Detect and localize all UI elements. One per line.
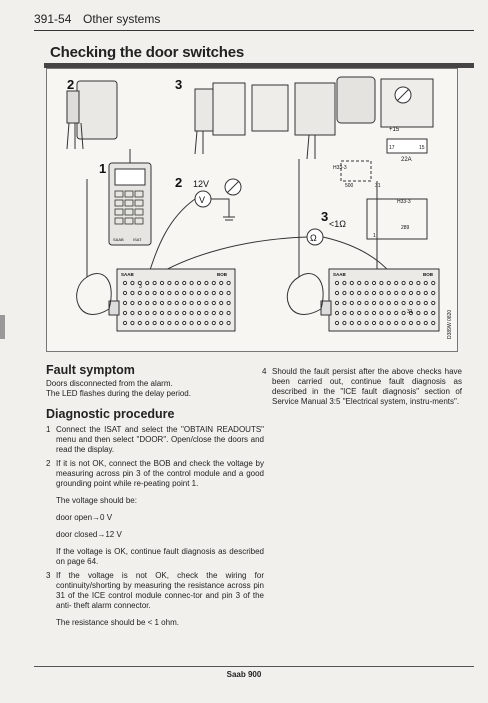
bob-pin [402, 301, 405, 304]
footer-rule [34, 666, 474, 667]
bob-pin [175, 291, 178, 294]
bob-pin [153, 291, 156, 294]
bob-pin [190, 281, 193, 284]
ground-symbol [211, 199, 235, 220]
bob-pin [335, 301, 338, 304]
relay-label: 22A [401, 157, 412, 163]
bob-pin [387, 311, 390, 314]
isat-brand: SAAB [113, 237, 124, 242]
section-title: Other systems [83, 12, 161, 26]
step-number: 2 [46, 459, 51, 468]
ice-module-right [252, 77, 375, 159]
conn-h33-a: H33-3 [333, 165, 347, 171]
bob-pin [372, 301, 375, 304]
figure-code: D389W 0820 [447, 309, 453, 339]
isat-tester [109, 149, 151, 245]
bob-pin [146, 281, 149, 284]
bob-pin [153, 321, 156, 324]
bob-pin [175, 281, 178, 284]
bob-pin [168, 291, 171, 294]
bob-pin [380, 291, 383, 294]
bob-pin [227, 291, 230, 294]
bob-pin [335, 281, 338, 284]
bob-pin [227, 311, 230, 314]
conn-17: 17 [389, 145, 395, 151]
bob-pin [365, 321, 368, 324]
bob-brand-right: SAAB [333, 272, 346, 277]
bob-pin [365, 291, 368, 294]
pin-3-label: 3 [139, 284, 142, 290]
conn-1: 1 [373, 233, 376, 239]
bob-pin [350, 301, 353, 304]
bob-pin [387, 321, 390, 324]
bob-pin [350, 311, 353, 314]
bob-pin [343, 301, 346, 304]
bob-pin [395, 291, 398, 294]
bob-pin [205, 281, 208, 284]
bob-pin [432, 321, 435, 324]
bob-pin [372, 311, 375, 314]
voltage-should-be: The voltage should be: [56, 496, 137, 505]
bob-pin [197, 291, 200, 294]
step-4 [262, 367, 462, 407]
step-text: Should the fault persist after the above checks have been carried out, continue fault diagnosis as described in the "ICE fault diagnosis" section of Service Manual 3:5 "Electrical system, instru-ments". [272, 367, 462, 406]
bob-label-left: BOB [217, 272, 227, 277]
step-text: If it is not OK, connect the BOB and check the voltage by measuring across pin 3 of the control module and a good grounding point while re-peating point 1. [56, 459, 264, 488]
bob-pin [183, 321, 186, 324]
isat-model: ISAT [133, 237, 142, 242]
bob-pin [183, 311, 186, 314]
bob-pin [409, 291, 412, 294]
bob-brand-left: SAAB [121, 272, 134, 277]
bob-pin [212, 281, 215, 284]
bob-pin [350, 291, 353, 294]
bob-pin [220, 281, 223, 284]
bob-pin [146, 291, 149, 294]
bob-pin [197, 311, 200, 314]
control-module-left [67, 81, 117, 149]
pin-31-label: 31 [407, 309, 413, 315]
step-number: 3 [46, 571, 51, 580]
bob-pin [138, 321, 141, 324]
conn-289: 289 [401, 225, 410, 231]
bob-pin [365, 311, 368, 314]
wiring-diagram [47, 69, 457, 351]
bob-pin [432, 291, 435, 294]
bob-pin [343, 321, 346, 324]
bob-pin [212, 291, 215, 294]
bob-pin [409, 281, 412, 284]
step-text: Connect the ISAT and select the "OBTAIN READOUTS" menu and then select "DOOR". Open/close the doors and read the display. [56, 425, 264, 454]
bob-pin [160, 321, 163, 324]
bob-pin [424, 281, 427, 284]
bob-pin [220, 301, 223, 304]
bob-box-right [287, 159, 439, 331]
bob-pin [175, 301, 178, 304]
wiring-figure [46, 68, 458, 352]
door-open-value: door open→0 V [56, 513, 113, 522]
callout-3b: 3 [321, 209, 329, 224]
conn-h33-b: H33-3 [397, 199, 411, 205]
bob-pin [358, 321, 361, 324]
bob-pin [131, 291, 134, 294]
callout-2a: 2 [67, 77, 75, 92]
bob-pin [395, 281, 398, 284]
bob-pin [160, 291, 163, 294]
bob-pin [358, 291, 361, 294]
bob-pin [417, 281, 420, 284]
fuse-label: +15 [389, 127, 400, 133]
step-number: 4 [262, 367, 267, 376]
bob-pin [131, 301, 134, 304]
bob-cable-left [77, 274, 112, 315]
bob-pin [123, 311, 126, 314]
fault-symptom-line: Doors disconnected from the alarm. [46, 379, 173, 388]
callout-2b: 2 [175, 175, 183, 190]
bob-pin [197, 301, 200, 304]
right-column [262, 367, 462, 407]
bob-pin [153, 301, 156, 304]
fault-symptom-line: The LED flashes during the delay period. [46, 389, 191, 398]
bob-pin [424, 291, 427, 294]
bob-pin [358, 311, 361, 314]
bob-pin [123, 281, 126, 284]
bob-pin [409, 321, 412, 324]
page-title: Checking the door switches [50, 44, 245, 61]
left-column [46, 363, 267, 628]
bob-pin [160, 311, 163, 314]
bob-pin [183, 301, 186, 304]
probe-wire-left [149, 199, 195, 273]
bob-pin [335, 321, 338, 324]
bob-pin [146, 311, 149, 314]
callout-1: 1 [99, 161, 107, 176]
bob-pin [146, 321, 149, 324]
bob-pin [372, 291, 375, 294]
bob-pin [387, 291, 390, 294]
bob-pin [175, 321, 178, 324]
bob-pin [358, 281, 361, 284]
bob-pin [197, 281, 200, 284]
bob-pin [212, 301, 215, 304]
bob-pin [380, 311, 383, 314]
bob-pin [358, 301, 361, 304]
bob-pin [205, 301, 208, 304]
bob-pin [160, 301, 163, 304]
header-rule [34, 30, 474, 31]
step-1 [46, 425, 264, 455]
callout-3a: 3 [175, 77, 183, 92]
bob-pin [343, 311, 346, 314]
ohmmeter-symbol: Ω [310, 233, 317, 243]
alarm-connector-left [195, 83, 245, 154]
bob-pin [350, 281, 353, 284]
bob-pin [380, 301, 383, 304]
bob-pin [138, 311, 141, 314]
bob-pin [432, 281, 435, 284]
bob-pin [227, 281, 230, 284]
bob-pin [343, 281, 346, 284]
footer-text: Saab 900 [226, 670, 262, 679]
bob-pin [417, 291, 420, 294]
bob-pin [343, 291, 346, 294]
bob-pin [212, 321, 215, 324]
bob-pin [387, 281, 390, 284]
bob-pin [432, 301, 435, 304]
bob-pin [220, 321, 223, 324]
bob-pin [220, 291, 223, 294]
bob-pin [387, 301, 390, 304]
bob-pin [220, 311, 223, 314]
bob-label-right: BOB [423, 272, 433, 277]
bob-pin [417, 301, 420, 304]
resistance-label: <1Ω [329, 219, 346, 229]
bob-pin [335, 291, 338, 294]
bob-pin [160, 281, 163, 284]
diagnostic-procedure-heading: Diagnostic procedure [46, 407, 175, 421]
bob-pin [402, 291, 405, 294]
bob-pin [168, 281, 171, 284]
bob-pin [417, 321, 420, 324]
bob-pin [380, 281, 383, 284]
bob-pin [123, 321, 126, 324]
bob-pin [395, 301, 398, 304]
bob-pin [123, 291, 126, 294]
step-2 [46, 459, 264, 489]
bob-pin [380, 321, 383, 324]
voltmeter-symbol: V [199, 195, 206, 205]
bob-pin [372, 281, 375, 284]
bob-pin [190, 321, 193, 324]
conn-500: 500 [345, 183, 354, 189]
bob-pin [395, 321, 398, 324]
bob-pin [424, 301, 427, 304]
bob-pin [227, 321, 230, 324]
bob-cable-right [287, 274, 323, 315]
binding-mark [0, 315, 5, 339]
bob-pin [205, 291, 208, 294]
bob-pin [424, 311, 427, 314]
bob-pin [197, 321, 200, 324]
bob-pin [146, 301, 149, 304]
bob-pin [175, 311, 178, 314]
conn-15: 15 [419, 145, 425, 151]
door-closed-value: door closed→12 V [56, 530, 122, 539]
step-3 [46, 571, 264, 611]
step-number: 1 [46, 425, 51, 434]
bob-pin [402, 281, 405, 284]
bob-pin [138, 291, 141, 294]
bob-pin [227, 301, 230, 304]
bob-pin [123, 301, 126, 304]
bob-pin [153, 311, 156, 314]
resistance-should-be: The resistance should be < 1 ohm. [56, 618, 179, 627]
page-header [34, 12, 474, 30]
bob-pin [212, 311, 215, 314]
bob-pin [417, 311, 420, 314]
bob-pin [138, 301, 141, 304]
bob-pin [131, 281, 134, 284]
bob-pin [190, 291, 193, 294]
bob-pin [183, 291, 186, 294]
bob-pin [409, 301, 412, 304]
bob-pin [205, 321, 208, 324]
bob-pin [168, 321, 171, 324]
if-voltage-ok: If the voltage is OK, continue fault diagnosis as described on page 64. [56, 547, 264, 566]
bob-pin [183, 281, 186, 284]
conn-31: 31 [375, 183, 381, 189]
bob-pin [365, 281, 368, 284]
step-text: If the voltage is not OK, check the wiring for continuity/shorting by measuring the resistance across pin 31 of the ICE control module connec-tor and pin 3 of the anti- theft alarm connector. [56, 571, 264, 610]
bob-pin [402, 311, 405, 314]
voltage-label: 12V [193, 179, 210, 189]
fault-symptom-heading: Fault symptom [46, 363, 135, 377]
bob-pin [205, 311, 208, 314]
bob-pin [335, 311, 338, 314]
bob-pin [190, 301, 193, 304]
bob-pin [131, 321, 134, 324]
bob-pin [432, 311, 435, 314]
bob-pin [365, 301, 368, 304]
bob-pin [168, 311, 171, 314]
bob-pin [153, 281, 156, 284]
bob-pin [372, 321, 375, 324]
bob-pin [190, 311, 193, 314]
bob-pin [168, 301, 171, 304]
bob-pin [424, 321, 427, 324]
bob-pin [402, 321, 405, 324]
bob-pin [350, 321, 353, 324]
page-number: 391-54 [34, 12, 72, 26]
bob-pin [395, 311, 398, 314]
bob-pin [131, 311, 134, 314]
